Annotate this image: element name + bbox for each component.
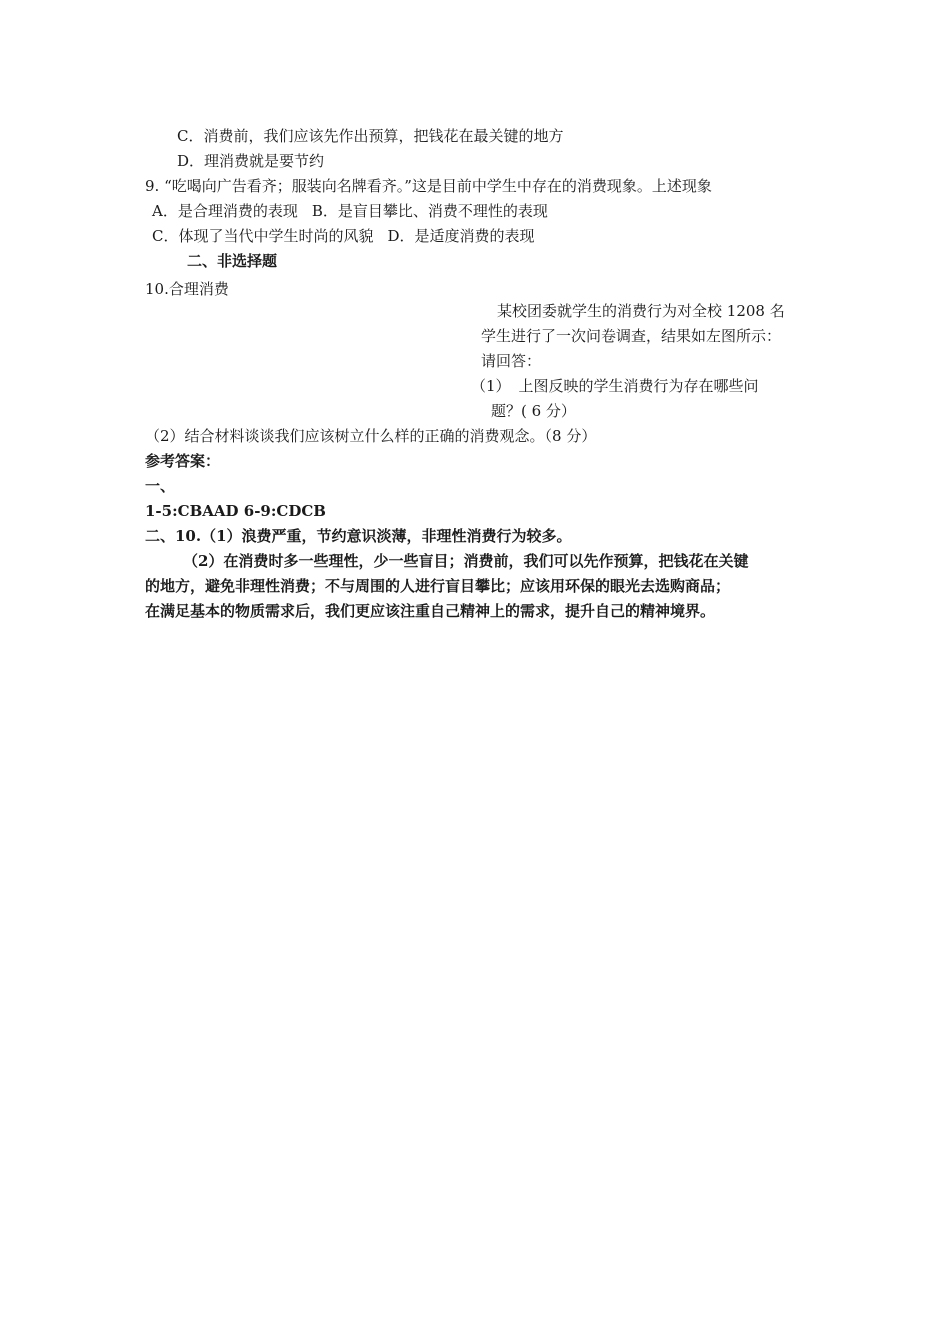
q9-options-cd <box>152 224 535 248</box>
section-2-heading: 二、非选择题 <box>187 252 278 270</box>
sub-question-1-continued: 题？( 6 分） <box>491 402 576 420</box>
answers-part2-line-4: 在满足基本的物质需求后，我们更应该注重自己精神上的需求，提升自己的精神境界。 <box>145 602 716 620</box>
answers-part1-label: 一、 <box>145 477 176 495</box>
answers-part1-keys: 1-5:CBAAD 6-9:CDCB <box>145 502 326 520</box>
q8-option-d: D．理消费就是要节约 <box>177 152 325 170</box>
q9-option-b: B．是盲目攀比、消费不理性的表现 <box>311 202 548 220</box>
q9-option-c: C．体现了当代中学生时尚的风貌 <box>152 227 374 245</box>
q8-option-c: C．消费前，我们应该先作出预算，把钱花在最关键的地方 <box>177 127 564 145</box>
answers-part2-line-1: 二、10.（1）浪费严重，节约意识淡薄，非理性消费行为较多。 <box>145 527 572 545</box>
answers-part2-line-3: 的地方，避免非理性消费；不与周围的人进行盲目攀比；应该用环保的眼光去选购商品； <box>145 577 731 595</box>
q9-stem: 9. “吃喝向广告看齐；服装向名牌看齐。”这是目前中学生中存在的消费现象。上述现象 <box>145 177 712 195</box>
q10-title: 10.合理消费 <box>145 280 229 298</box>
answers-part2-line-2: （2）在消费时多一些理性，少一些盲目；消费前，我们可以先作预算，把钱花在关键 <box>183 552 749 570</box>
q9-options-ab <box>152 199 548 223</box>
material-line-2: 学生进行了一次问卷调查，结果如左图所示： <box>481 327 782 345</box>
sub-question-1-number: （1） <box>471 377 511 395</box>
q9-option-d: D．是适度消费的表现 <box>387 227 535 245</box>
answers-heading: 参考答案： <box>145 452 221 470</box>
material-line-3: 请回答： <box>481 352 542 370</box>
sub-question-2: （2）结合材料谈谈我们应该树立什么样的正确的消费观念。（8 分） <box>145 427 597 445</box>
sub-question-1-text: 上图反映的学生消费行为存在哪些问 <box>518 377 759 395</box>
sub-question-1 <box>471 374 759 398</box>
q9-option-a: A．是合理消费的表现 <box>152 202 298 220</box>
material-line-1: 某校团委就学生的消费行为对全校 1208 名 <box>497 302 785 320</box>
